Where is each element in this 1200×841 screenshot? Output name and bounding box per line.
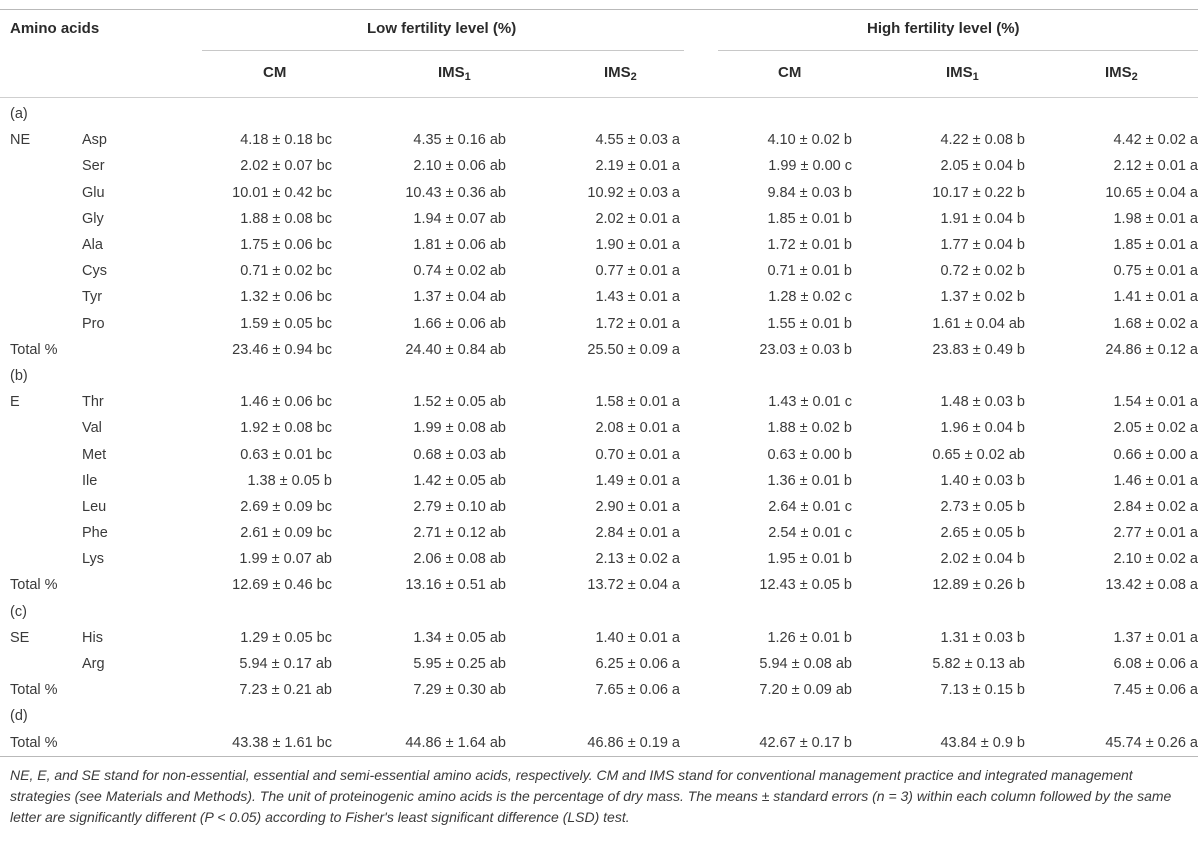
value-cell: 2.05 ± 0.02 a — [1113, 420, 1198, 437]
row-amino-acid: Ala — [82, 237, 103, 254]
value-cell: 23.46 ± 0.94 bc — [232, 341, 332, 358]
value-cell: 1.99 ± 0.07 ab — [239, 551, 332, 568]
value-cell: 6.25 ± 0.06 a — [595, 656, 680, 673]
value-cell: 2.08 ± 0.01 a — [595, 420, 680, 437]
value-cell: 10.17 ± 0.22 b — [932, 184, 1025, 201]
value-cell: 13.42 ± 0.08 a — [1105, 577, 1198, 594]
row-amino-acid: Asp — [82, 132, 107, 149]
row-group-label — [0, 441, 82, 467]
value-cell: 1.55 ± 0.01 b — [767, 315, 852, 332]
row-group-label — [0, 546, 82, 572]
row-amino-acid: Tyr — [82, 289, 103, 306]
table-row — [0, 337, 1198, 363]
value-cell: 1.95 ± 0.01 b — [767, 551, 852, 568]
value-cell: 1.85 ± 0.01 b — [767, 210, 852, 227]
table-row — [0, 625, 1198, 651]
row-amino-acid: Lys — [82, 551, 105, 568]
value-cell: 1.46 ± 0.06 bc — [240, 394, 332, 411]
value-cell: 2.79 ± 0.10 ab — [413, 498, 506, 515]
value-cell: 2.77 ± 0.01 a — [1113, 525, 1198, 542]
header-low-fertility: Low fertility level (%) — [367, 20, 517, 37]
value-cell: 1.38 ± 0.05 b — [247, 472, 332, 489]
value-cell: 7.45 ± 0.06 a — [1113, 682, 1198, 699]
value-cell: 2.10 ± 0.02 a — [1113, 551, 1198, 568]
row-group-label — [0, 651, 82, 677]
value-cell: 7.23 ± 0.21 ab — [239, 682, 332, 699]
value-cell — [332, 363, 506, 389]
row-group-label: Total % — [10, 682, 58, 699]
row-group-label — [0, 494, 82, 520]
table-row — [0, 153, 1198, 179]
value-cell: 10.43 ± 0.36 ab — [405, 184, 506, 201]
value-cell: 2.90 ± 0.01 a — [595, 498, 680, 515]
subheader-ims1-low: $IMS_1$ — [438, 64, 471, 83]
value-cell — [192, 703, 332, 729]
value-cell: 2.65 ± 0.05 b — [940, 525, 1025, 542]
row-group-label: SE — [10, 629, 30, 646]
value-cell: 7.13 ± 0.15 b — [940, 682, 1025, 699]
value-cell — [192, 363, 332, 389]
row-amino-acid — [82, 337, 192, 363]
value-cell: 1.91 ± 0.04 b — [940, 210, 1025, 227]
row-group-label — [0, 258, 82, 284]
value-cell — [680, 599, 852, 625]
value-cell: 2.06 ± 0.08 ab — [413, 551, 506, 568]
row-amino-acid — [82, 101, 192, 127]
value-cell — [852, 101, 1025, 127]
value-cell: 25.50 ± 0.09 a — [587, 341, 680, 358]
value-cell: 1.37 ± 0.01 a — [1113, 629, 1198, 646]
value-cell — [852, 703, 1025, 729]
value-cell: 2.12 ± 0.01 a — [1113, 158, 1198, 175]
value-cell — [1025, 703, 1198, 729]
value-cell: 2.02 ± 0.01 a — [595, 210, 680, 227]
value-cell: 1.85 ± 0.01 a — [1113, 237, 1198, 254]
value-cell: 1.52 ± 0.05 ab — [413, 394, 506, 411]
value-cell: 1.96 ± 0.04 b — [940, 420, 1025, 437]
value-cell: 4.10 ± 0.02 b — [767, 132, 852, 149]
value-cell: 0.68 ± 0.03 ab — [413, 446, 506, 463]
subheader-cm-high: CM — [778, 64, 802, 81]
value-cell: 2.64 ± 0.01 c — [768, 498, 852, 515]
value-cell: 1.81 ± 0.06 ab — [413, 237, 506, 254]
value-cell: 1.43 ± 0.01 c — [768, 394, 852, 411]
table-row — [0, 546, 1198, 572]
row-amino-acid — [82, 599, 192, 625]
value-cell: 0.66 ± 0.00 a — [1113, 446, 1198, 463]
value-cell: 12.43 ± 0.05 b — [759, 577, 852, 594]
value-cell: 5.82 ± 0.13 ab — [932, 656, 1025, 673]
table-row — [0, 389, 1198, 415]
value-cell: 10.65 ± 0.04 a — [1105, 184, 1198, 201]
row-group-label: E — [10, 394, 20, 411]
value-cell: 1.34 ± 0.05 ab — [413, 629, 506, 646]
row-group-label — [0, 520, 82, 546]
value-cell: 9.84 ± 0.03 b — [767, 184, 852, 201]
value-cell: 1.31 ± 0.03 b — [940, 629, 1025, 646]
row-group-label — [0, 284, 82, 310]
row-group-label: (b) — [10, 367, 28, 384]
value-cell: 1.99 ± 0.08 ab — [413, 420, 506, 437]
value-cell: 1.58 ± 0.01 a — [595, 394, 680, 411]
value-cell: 43.38 ± 1.61 bc — [232, 734, 332, 751]
value-cell — [332, 599, 506, 625]
value-cell: 2.73 ± 0.05 b — [940, 498, 1025, 515]
value-cell — [192, 101, 332, 127]
row-amino-acid: Gly — [82, 210, 104, 227]
value-cell: 1.59 ± 0.05 bc — [240, 315, 332, 332]
table-row — [0, 363, 1198, 389]
table-row — [0, 494, 1198, 520]
value-cell: 1.37 ± 0.02 b — [940, 289, 1025, 306]
value-cell: 23.03 ± 0.03 b — [759, 341, 852, 358]
table-row — [0, 284, 1198, 310]
value-cell: 43.84 ± 0.9 b — [940, 734, 1025, 751]
value-cell — [1025, 101, 1198, 127]
value-cell: 10.01 ± 0.42 bc — [232, 184, 332, 201]
table-row — [0, 311, 1198, 337]
table-row — [0, 415, 1198, 441]
row-amino-acid — [82, 703, 192, 729]
value-cell: 1.72 ± 0.01 a — [595, 315, 680, 332]
value-cell: 10.92 ± 0.03 a — [587, 184, 680, 201]
value-cell: 0.65 ± 0.02 ab — [932, 446, 1025, 463]
value-cell: 1.26 ± 0.01 b — [767, 629, 852, 646]
value-cell: 13.16 ± 0.51 ab — [405, 577, 506, 594]
row-group-label — [0, 415, 82, 441]
value-cell — [680, 101, 852, 127]
table-row — [0, 127, 1198, 153]
value-cell: 4.35 ± 0.16 ab — [413, 132, 506, 149]
data-table-body — [0, 101, 1198, 756]
subheader-ims1-high: $IMS_1$ — [946, 64, 979, 83]
row-amino-acid: Ile — [82, 472, 98, 489]
value-cell: 4.42 ± 0.02 a — [1113, 132, 1198, 149]
value-cell: 1.36 ± 0.01 b — [767, 472, 852, 489]
table-row — [0, 703, 1198, 729]
value-cell: 0.63 ± 0.00 b — [767, 446, 852, 463]
row-amino-acid: Ser — [82, 158, 105, 175]
value-cell: 1.98 ± 0.01 a — [1113, 210, 1198, 227]
row-amino-acid — [82, 677, 192, 703]
row-group-label — [0, 206, 82, 232]
row-amino-acid — [82, 363, 192, 389]
value-cell — [332, 703, 506, 729]
value-cell: 5.95 ± 0.25 ab — [413, 656, 506, 673]
value-cell: 1.40 ± 0.01 a — [595, 629, 680, 646]
table-row — [0, 206, 1198, 232]
value-cell: 2.19 ± 0.01 a — [595, 158, 680, 175]
value-cell — [506, 363, 680, 389]
value-cell: 0.63 ± 0.01 bc — [240, 446, 332, 463]
value-cell: 1.99 ± 0.00 c — [768, 158, 852, 175]
value-cell: 4.22 ± 0.08 b — [940, 132, 1025, 149]
value-cell: 4.18 ± 0.18 bc — [240, 132, 332, 149]
value-cell: 1.61 ± 0.04 ab — [932, 315, 1025, 332]
table-row — [0, 730, 1198, 756]
value-cell: 2.05 ± 0.04 b — [940, 158, 1025, 175]
value-cell: 1.29 ± 0.05 bc — [240, 629, 332, 646]
value-cell: 0.74 ± 0.02 ab — [413, 263, 506, 280]
row-amino-acid: Met — [82, 446, 107, 463]
row-amino-acid — [82, 730, 192, 756]
value-cell: 2.84 ± 0.02 a — [1113, 498, 1198, 515]
value-cell: 2.02 ± 0.07 bc — [240, 158, 332, 175]
row-group-label: (a) — [10, 106, 28, 123]
value-cell — [852, 599, 1025, 625]
value-cell — [680, 363, 852, 389]
value-cell — [1025, 599, 1198, 625]
row-group-label — [0, 153, 82, 179]
value-cell: 1.48 ± 0.03 b — [940, 394, 1025, 411]
header-high-fertility: High fertility level (%) — [867, 20, 1020, 37]
header-bottom-rule — [0, 97, 1198, 98]
value-cell: 1.92 ± 0.08 bc — [240, 420, 332, 437]
value-cell — [1025, 363, 1198, 389]
value-cell: 0.71 ± 0.01 b — [767, 263, 852, 280]
value-cell — [192, 599, 332, 625]
value-cell: 0.71 ± 0.02 bc — [240, 263, 332, 280]
value-cell: 0.77 ± 0.01 a — [595, 263, 680, 280]
row-amino-acid — [82, 572, 192, 598]
value-cell: 1.68 ± 0.02 a — [1113, 315, 1198, 332]
value-cell: 24.40 ± 0.84 ab — [405, 341, 506, 358]
table-top-rule — [0, 9, 1198, 10]
value-cell — [852, 363, 1025, 389]
table-row — [0, 520, 1198, 546]
row-group-label — [0, 232, 82, 258]
value-cell: 1.43 ± 0.01 a — [595, 289, 680, 306]
row-group-label: Total % — [10, 341, 58, 358]
value-cell: 1.28 ± 0.02 c — [768, 289, 852, 306]
table-row — [0, 651, 1198, 677]
value-cell: 5.94 ± 0.08 ab — [759, 656, 852, 673]
value-cell: 7.20 ± 0.09 ab — [759, 682, 852, 699]
value-cell: 1.90 ± 0.01 a — [595, 237, 680, 254]
row-amino-acid: Phe — [82, 525, 108, 542]
table-row — [0, 572, 1198, 598]
row-group-label: NE — [10, 132, 31, 149]
row-amino-acid: Val — [82, 420, 102, 437]
low-group-rule — [202, 50, 684, 51]
value-cell: 1.77 ± 0.04 b — [940, 237, 1025, 254]
value-cell: 4.55 ± 0.03 a — [595, 132, 680, 149]
value-cell: 7.29 ± 0.30 ab — [413, 682, 506, 699]
value-cell: 12.89 ± 0.26 b — [932, 577, 1025, 594]
value-cell: 2.54 ± 0.01 c — [768, 525, 852, 542]
row-group-label — [0, 311, 82, 337]
value-cell: 2.71 ± 0.12 ab — [413, 525, 506, 542]
row-group-label: (c) — [10, 603, 27, 620]
value-cell: 1.40 ± 0.03 b — [940, 472, 1025, 489]
value-cell: 2.02 ± 0.04 b — [940, 551, 1025, 568]
value-cell: 12.69 ± 0.46 bc — [232, 577, 332, 594]
table-row — [0, 441, 1198, 467]
row-amino-acid: Cys — [82, 263, 107, 280]
row-group-label: Total % — [10, 577, 58, 594]
table-row — [0, 599, 1198, 625]
value-cell: 6.08 ± 0.06 a — [1113, 656, 1198, 673]
value-cell: 24.86 ± 0.12 a — [1105, 341, 1198, 358]
table-footnote: NE, E, and SE stand for non-essential, essential and semi-essential amino acids, respectively. CM and IMS stand for conventional management practice and integrated management strategies (see Materials and Methods). The unit of proteinogenic amino acids is the percentage of dry mass. The means ± standard errors (n = 3) within each column followed by the same letter are significantly different (P < 0.05) according to Fisher's least significant difference (LSD) test. — [10, 767, 1172, 825]
value-cell: 0.75 ± 0.01 a — [1113, 263, 1198, 280]
high-group-rule — [718, 50, 1198, 51]
value-cell: 1.37 ± 0.04 ab — [413, 289, 506, 306]
value-cell: 2.69 ± 0.09 bc — [240, 498, 332, 515]
value-cell: 1.54 ± 0.01 a — [1113, 394, 1198, 411]
value-cell: 0.70 ± 0.01 a — [595, 446, 680, 463]
value-cell: 5.94 ± 0.17 ab — [239, 656, 332, 673]
row-amino-acid: Glu — [82, 184, 105, 201]
row-group-label — [0, 180, 82, 206]
subheader-ims2-low: $IMS_2$ — [604, 64, 637, 83]
table-row — [0, 468, 1198, 494]
subheader-cm-low: CM — [263, 64, 287, 81]
value-cell: 2.84 ± 0.01 a — [595, 525, 680, 542]
value-cell: 1.49 ± 0.01 a — [595, 472, 680, 489]
value-cell: 2.13 ± 0.02 a — [595, 551, 680, 568]
row-amino-acid: Pro — [82, 315, 105, 332]
value-cell: 2.10 ± 0.06 ab — [413, 158, 506, 175]
table-row — [0, 180, 1198, 206]
value-cell — [332, 101, 506, 127]
value-cell: 7.65 ± 0.06 a — [595, 682, 680, 699]
row-group-label: (d) — [10, 708, 28, 725]
value-cell — [506, 703, 680, 729]
row-group-label — [0, 468, 82, 494]
table-row — [0, 258, 1198, 284]
row-amino-acid: Arg — [82, 656, 105, 673]
row-amino-acid: His — [82, 629, 103, 646]
value-cell: 0.72 ± 0.02 b — [940, 263, 1025, 280]
value-cell: 1.88 ± 0.02 b — [767, 420, 852, 437]
value-cell: 45.74 ± 0.26 a — [1105, 734, 1198, 751]
value-cell: 23.83 ± 0.49 b — [932, 341, 1025, 358]
row-amino-acid: Leu — [82, 498, 107, 515]
table-row — [0, 677, 1198, 703]
row-amino-acid: Thr — [82, 394, 104, 411]
value-cell — [680, 703, 852, 729]
header-amino-acids: Amino acids — [10, 20, 100, 37]
row-group-label: Total % — [10, 734, 58, 751]
value-cell: 13.72 ± 0.04 a — [587, 577, 680, 594]
value-cell: 42.67 ± 0.17 b — [759, 734, 852, 751]
value-cell — [506, 101, 680, 127]
value-cell — [506, 599, 680, 625]
subheader-ims2-high: $IMS_2$ — [1105, 64, 1138, 83]
table-row — [0, 232, 1198, 258]
table-bottom-rule — [0, 756, 1198, 757]
value-cell: 1.72 ± 0.01 b — [767, 237, 852, 254]
value-cell: 1.42 ± 0.05 ab — [413, 472, 506, 489]
value-cell: 1.46 ± 0.01 a — [1113, 472, 1198, 489]
table-row — [0, 101, 1198, 127]
value-cell: 1.41 ± 0.01 a — [1113, 289, 1198, 306]
value-cell: 44.86 ± 1.64 ab — [405, 734, 506, 751]
value-cell: 1.66 ± 0.06 ab — [413, 315, 506, 332]
value-cell: 2.61 ± 0.09 bc — [240, 525, 332, 542]
value-cell: 1.94 ± 0.07 ab — [413, 210, 506, 227]
value-cell: 1.32 ± 0.06 bc — [240, 289, 332, 306]
value-cell: 1.75 ± 0.06 bc — [240, 237, 332, 254]
value-cell: 1.88 ± 0.08 bc — [240, 210, 332, 227]
value-cell: 46.86 ± 0.19 a — [587, 734, 680, 751]
